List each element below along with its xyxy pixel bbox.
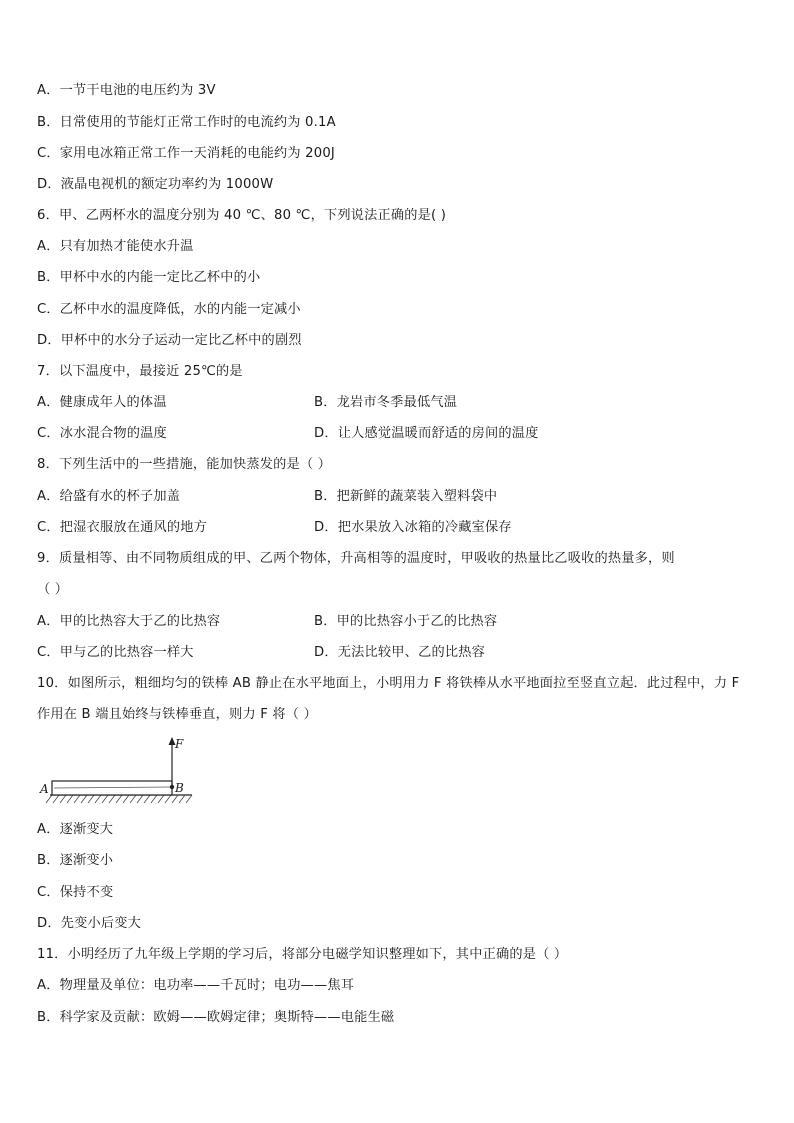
q10-stem-line1: 10．如图所示，粗细均匀的铁棒 AB 静止在水平地面上，小明用力 F 将铁棒从水平地面拉至竖直立起．此过程中，力 F xyxy=(37,676,740,691)
q9-blank: （ ） xyxy=(37,582,69,597)
iron-rod-figure xyxy=(36,735,196,807)
q6-stem: 6．甲、乙两杯水的温度分别为 40 ℃、80 ℃，下列说法正确的是( ) xyxy=(37,208,447,223)
q9-option-d: D．无法比较甲、乙的比热容 xyxy=(314,645,486,660)
label-f: F xyxy=(175,737,184,751)
q10-option-d: D．先变小后变大 xyxy=(37,916,142,931)
q8-option-c: C．把湿衣服放在通风的地方 xyxy=(37,520,208,535)
rod-end-b-point xyxy=(170,785,174,789)
q10-option-a: A．逐渐变大 xyxy=(37,822,114,837)
q9-option-b: B．甲的比热容小于乙的比热容 xyxy=(314,614,498,629)
q10-stem-line2: 作用在 B 端且始终与铁棒垂直，则力 F 将（ ） xyxy=(37,707,317,722)
q6-option-d: D．甲杯中的水分子运动一定比乙杯中的剧烈 xyxy=(37,333,302,348)
q8-option-d: D．把水果放入冰箱的冷藏室保存 xyxy=(314,520,512,535)
label-b: B xyxy=(175,781,184,795)
q10-option-b: B．逐渐变小 xyxy=(37,853,114,868)
q8-option-a: A．给盛有水的杯子加盖 xyxy=(37,489,181,504)
q11-option-a: A．物理量及单位：电功率——千瓦时；电功——焦耳 xyxy=(37,978,355,993)
q5-option-c: C．家用电冰箱正常工作一天消耗的电能约为 200J xyxy=(37,146,336,161)
q7-option-a: A．健康成年人的体温 xyxy=(37,395,167,410)
q8-stem: 8．下列生活中的一些措施，能加快蒸发的是（ ） xyxy=(37,457,332,472)
q6-option-b: B．甲杯中水的内能一定比乙杯中的小 xyxy=(37,270,261,285)
q9-stem: 9．质量相等、由不同物质组成的甲、乙两个物体，升高相等的温度时，甲吸收的热量比乙吸收的热量多，则 xyxy=(37,551,675,566)
q7-option-b: B．龙岩市冬季最低气温 xyxy=(314,395,458,410)
q7-option-d: D．让人感觉温暖而舒适的房间的温度 xyxy=(314,426,539,441)
q10-option-c: C．保持不变 xyxy=(37,885,114,900)
q5-option-a: A．一节干电池的电压约为 3V xyxy=(37,83,216,98)
q8-option-b: B．把新鲜的蔬菜装入塑料袋中 xyxy=(314,489,498,504)
q6-option-a: A．只有加热才能使水升温 xyxy=(37,239,194,254)
q9-option-c: C．甲与乙的比热容一样大 xyxy=(37,645,194,660)
q11-option-b: B．科学家及贡献：欧姆——欧姆定律；奥斯特——电能生磁 xyxy=(37,1010,395,1025)
label-a: A xyxy=(40,782,49,796)
q6-option-c: C．乙杯中水的温度降低，水的内能一定减小 xyxy=(37,302,301,317)
q7-stem: 7．以下温度中，最接近 25℃的是 xyxy=(37,364,243,379)
q5-option-b: B．日常使用的节能灯正常工作时的电流约为 0.1A xyxy=(37,115,336,130)
q5-option-d: D．液晶电视机的额定功率约为 1000W xyxy=(37,177,274,192)
q11-stem: 11．小明经历了九年级上学期的学习后，将部分电磁学知识整理如下，其中正确的是（ ） xyxy=(37,947,568,962)
ground-hatching xyxy=(46,795,192,803)
q7-option-c: C．冰水混合物的温度 xyxy=(37,426,167,441)
q9-option-a: A．甲的比热容大于乙的比热容 xyxy=(37,614,221,629)
